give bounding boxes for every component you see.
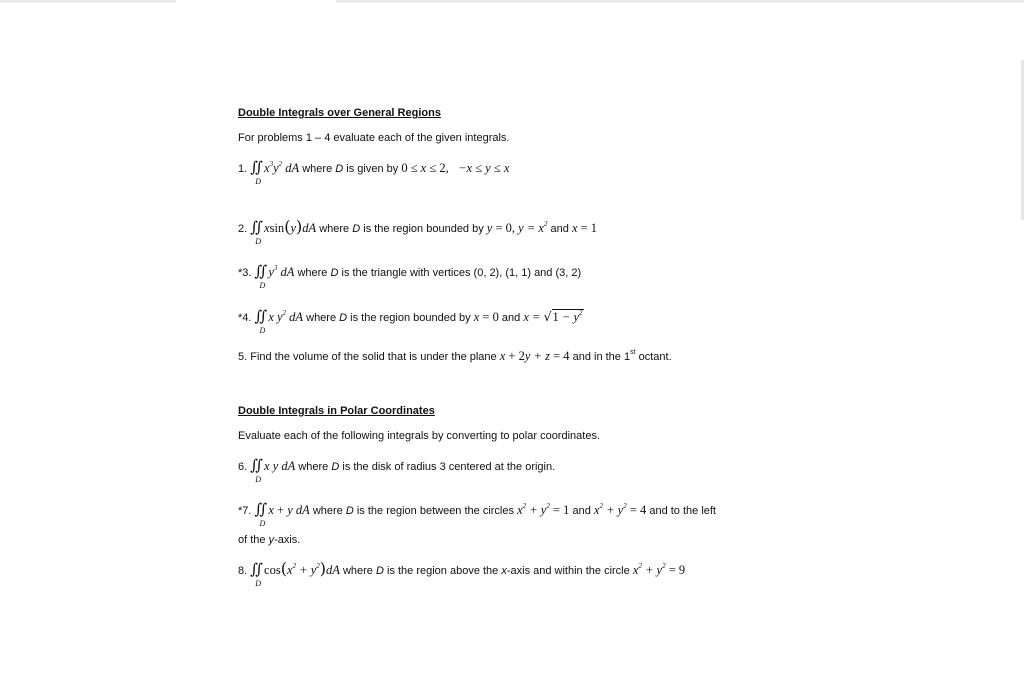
problem-label: *3. xyxy=(238,267,252,279)
problem-condition: x = 0 xyxy=(473,310,499,324)
problem-condition: $x^2 + y^2 = 1$ xyxy=(517,502,570,517)
section2-intro: Evaluate each of the following integrals by converting to polar coordinates. xyxy=(238,430,600,442)
problem-1 xyxy=(238,158,510,186)
problem-7-continuation: of the y-axis. xyxy=(238,534,301,546)
top-border xyxy=(0,0,1024,3)
problem-integral: ∬ D x y dA xyxy=(250,456,296,484)
problem-integral: ∬ D x $y^2$ dA xyxy=(254,307,304,335)
problem-condition: y = 0, $y = x^2$ xyxy=(486,220,548,235)
problem-integral: ∬ D x + y dA xyxy=(254,500,310,528)
problem-condition: 0 ≤ x ≤ 2, −x ≤ y ≤ x xyxy=(401,161,510,175)
top-border-gap xyxy=(176,0,336,3)
problem-integral: ∬ D $y^3$ dA xyxy=(254,262,295,290)
problem-tail: and to the left xyxy=(649,505,716,517)
problem-condition-2: $x^2 + y^2 = 4$ xyxy=(593,502,647,517)
problem-5 xyxy=(238,349,672,364)
problem-6 xyxy=(238,456,556,484)
section1-intro: For problems 1 – 4 evaluate each of the given integrals. xyxy=(238,132,510,144)
section-heading-polar: Double Integrals in Polar Coordinates xyxy=(238,405,435,417)
problem-3 xyxy=(238,262,582,290)
problem-and: and xyxy=(572,505,591,517)
problem-text: where D is the region above the x-axis and within the circle xyxy=(342,565,630,577)
problem-label: 6. xyxy=(238,461,248,473)
problem-2 xyxy=(238,217,598,246)
problem-integral: ∬ D $x^3y^2$ dA xyxy=(250,158,300,186)
problem-7 xyxy=(238,500,716,528)
problem-tail: and in the 1st octant. xyxy=(572,349,672,363)
problem-and: and xyxy=(550,223,569,235)
section-heading-general-regions: Double Integrals over General Regions xyxy=(238,107,441,119)
problem-plane: x + 2y + z = 4 xyxy=(499,349,570,363)
problem-text: where D is given by xyxy=(302,163,399,175)
problem-text: where D is the region between the circles xyxy=(312,505,514,517)
problem-label: 8. xyxy=(238,565,248,577)
problem-label: 2. xyxy=(238,223,248,235)
problem-text: where D is the disk of radius 3 centered at the origin. xyxy=(298,461,556,473)
problem-condition-2: $x = √1 - y^2$ xyxy=(523,309,583,324)
problem-label: *4. xyxy=(238,312,252,324)
problem-8 xyxy=(238,559,686,588)
problem-label: *7. xyxy=(238,505,252,517)
problem-text: where D is the region bounded by xyxy=(319,223,484,235)
problem-and: and xyxy=(501,312,521,324)
problem-integral: ∬ D $\cos(x^2 + y^2)dA$ xyxy=(250,559,340,588)
problem-text: 5. Find the volume of the solid that is under the plane xyxy=(238,351,497,363)
problem-text: where D is the triangle with vertices (0, 2), (1, 1) and (3, 2) xyxy=(297,267,582,279)
problem-condition: $x^2 + y^2 = 9$ xyxy=(632,562,686,577)
problem-label: 1. xyxy=(238,163,248,175)
problem-integral: ∬ D xsin(y)dA xyxy=(250,217,317,246)
problem-text: where D is the region bounded by xyxy=(306,312,471,324)
problem-4 xyxy=(238,307,584,335)
problem-condition-2: x = 1 xyxy=(571,221,598,235)
